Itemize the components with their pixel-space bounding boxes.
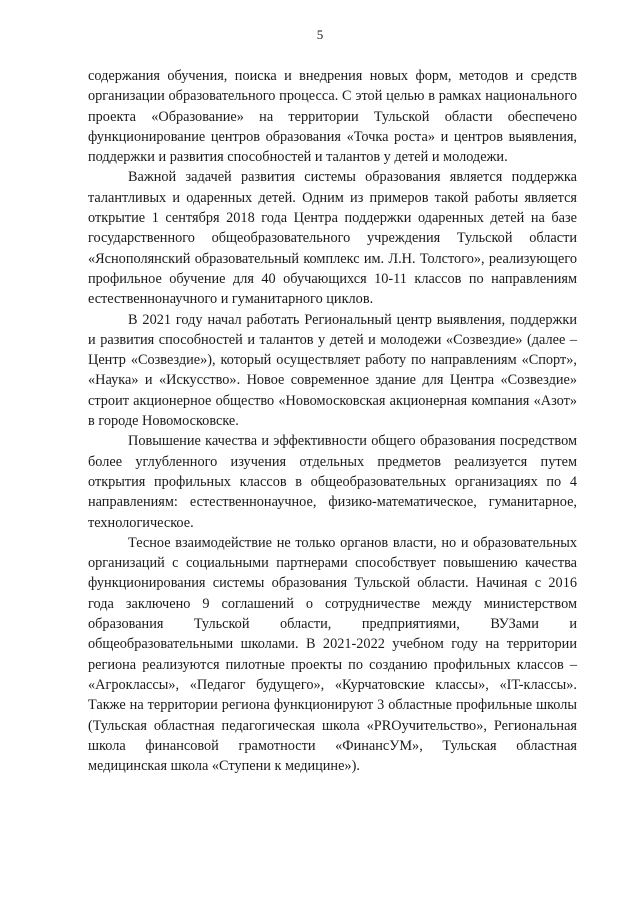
- paragraph-gifted-children-support: Важной задачей развития системы образования является поддержка талантливых и одаренных детей. Одним из примеров такой работы является открытие 1 сентября 2018 года Центра поддержки одаренных детей на базе государственного общеобразовательного учреждения Тульской области «Яснополянский образовательный комплекс им. Л.Н. Толстого», реализующего профильное обучение для 40 обучающихся 10-11 классов по направлениям естественнонаучного и гуманитарного циклов.: [88, 169, 577, 308]
- page-number: 5: [316, 27, 324, 42]
- paragraph-social-partners: Тесное взаимодействие не только органов власти, но и образовательных организаций с социальными партнерами способствует повышению качества функционирования системы образования Тульской области. Начиная с 2016 года заключено 9 соглашений о сотрудничестве между министерством образования Тульской области, предприятиями, ВУЗами и общеобразовательными школами. В 2021-2022 учебном году на территории региона реализуются пилотные проекты по созданию профильных классов – «Агроклассы», «Педагог будущего», «Курчатовские классы», «IT-классы». Также на территории региона функционируют 3 областные профильные школы (Тульская областная педагогическая школа «PROучительство», Региональная школа финансовой грамотности «ФинансУМ», Тульская областная медицинская школа «Ступени к медицине»).: [88, 534, 577, 775]
- paragraph-sozvezdie-center: В 2021 году начал работать Региональный центр выявления, поддержки и развития способностей и талантов у детей и молодежи «Созвездие» (далее – Центр «Созвездие»), который осуществляет работу по направлениям «Спорт», «Наука» и «Искусство». Новое современное здание для Центра «Созвездие» строит акционерное общество «Новомосковская акционерная компания «Азот» в городе Новомосковске.: [88, 311, 577, 430]
- paragraph-continuation: содержания обучения, поиска и внедрения новых форм, методов и средств организации образовательного процесса. С этой целью в рамках национального проекта «Образование» на территории Тульской области обеспечено функционирование центров образования «Точка роста» и центров выявления, поддержки и развития способностей и талантов у детей и молодежи.: [88, 68, 577, 166]
- document-body: [88, 66, 577, 776]
- paragraph-profile-classes: Повышение качества и эффективности общего образования посредством более углубленного изучения отдельных предметов реализуется путем открытия профильных классов в общеобразовательных организациях по 4 направлениям: естественнонаучное, физико-математическое, гуманитарное, технологическое.: [88, 433, 577, 531]
